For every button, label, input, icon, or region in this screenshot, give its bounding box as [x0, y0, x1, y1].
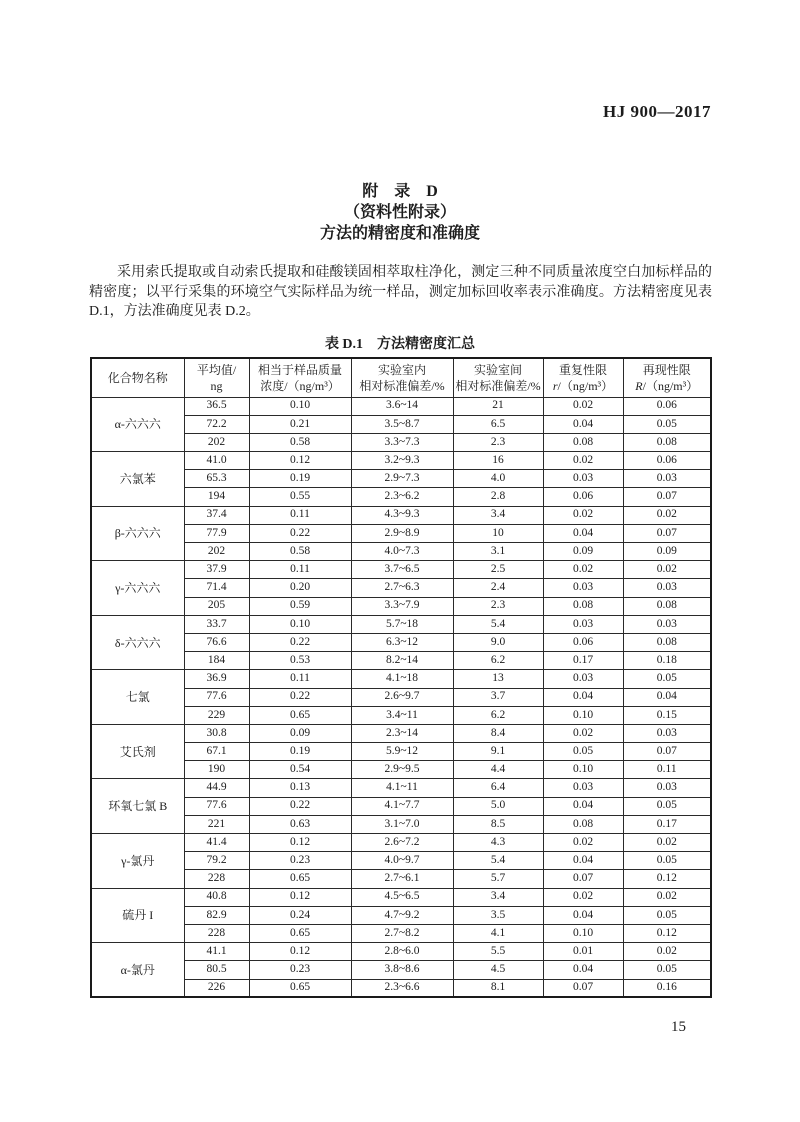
value-cell: 0.08: [623, 597, 711, 615]
value-cell: 0.19: [249, 470, 351, 488]
column-header: 化合物名称: [91, 358, 184, 397]
value-cell: 190: [184, 761, 249, 779]
value-cell: 2.8~6.0: [351, 943, 453, 961]
value-cell: 0.12: [249, 452, 351, 470]
value-cell: 0.06: [623, 397, 711, 415]
value-cell: 0.21: [249, 415, 351, 433]
value-cell: 0.17: [623, 815, 711, 833]
value-cell: 4.4: [453, 761, 543, 779]
table-body: [91, 397, 711, 997]
value-cell: 0.05: [623, 797, 711, 815]
value-cell: 0.55: [249, 488, 351, 506]
value-cell: 6.2: [453, 706, 543, 724]
value-cell: 76.6: [184, 633, 249, 651]
value-cell: 2.3~6.2: [351, 488, 453, 506]
value-cell: 3.5: [453, 906, 543, 924]
value-cell: 0.08: [623, 433, 711, 451]
value-cell: 71.4: [184, 579, 249, 597]
value-cell: 0.03: [623, 615, 711, 633]
value-cell: 3.7~6.5: [351, 561, 453, 579]
value-cell: 5.4: [453, 615, 543, 633]
value-cell: 0.04: [543, 961, 623, 979]
value-cell: 0.01: [543, 943, 623, 961]
value-cell: 77.6: [184, 797, 249, 815]
value-cell: 2.5: [453, 561, 543, 579]
value-cell: 202: [184, 543, 249, 561]
value-cell: 0.06: [543, 633, 623, 651]
value-cell: 3.4~11: [351, 706, 453, 724]
value-cell: 228: [184, 870, 249, 888]
value-cell: 0.04: [543, 524, 623, 542]
value-cell: 37.9: [184, 561, 249, 579]
value-cell: 0.09: [623, 543, 711, 561]
value-cell: 0.03: [543, 470, 623, 488]
value-cell: 30.8: [184, 724, 249, 742]
value-cell: 0.04: [543, 852, 623, 870]
table-row: [91, 724, 711, 742]
value-cell: 2.9~7.3: [351, 470, 453, 488]
value-cell: 0.05: [623, 961, 711, 979]
value-cell: 0.59: [249, 597, 351, 615]
value-cell: 0.02: [623, 506, 711, 524]
appendix-heading: 方法的精密度和准确度: [319, 225, 480, 242]
value-cell: 184: [184, 652, 249, 670]
value-cell: 41.1: [184, 943, 249, 961]
value-cell: 8.5: [453, 815, 543, 833]
value-cell: 4.5: [453, 961, 543, 979]
table-row: [91, 688, 711, 706]
appendix-subtitle: （资料性附录）: [343, 204, 456, 221]
compound-name-cell: 硫丹 I: [91, 888, 184, 943]
table-row: [91, 834, 711, 852]
table-row: [91, 652, 711, 670]
value-cell: 41.0: [184, 452, 249, 470]
value-cell: 36.5: [184, 397, 249, 415]
compound-name-cell: γ-六六六: [91, 561, 184, 616]
value-cell: 0.53: [249, 652, 351, 670]
value-cell: 41.4: [184, 834, 249, 852]
value-cell: 2.3~6.6: [351, 979, 453, 997]
table-row: [91, 924, 711, 942]
value-cell: 3.1: [453, 543, 543, 561]
value-cell: 37.4: [184, 506, 249, 524]
table-row: [91, 670, 711, 688]
value-cell: 3.8~8.6: [351, 961, 453, 979]
table-row: [91, 943, 711, 961]
value-cell: 5.7~18: [351, 615, 453, 633]
value-cell: 226: [184, 979, 249, 997]
table-row: [91, 797, 711, 815]
value-cell: 0.08: [543, 433, 623, 451]
value-cell: 4.3~9.3: [351, 506, 453, 524]
value-cell: 0.12: [249, 943, 351, 961]
value-cell: 5.5: [453, 943, 543, 961]
value-cell: 2.6~7.2: [351, 834, 453, 852]
value-cell: 0.04: [543, 797, 623, 815]
value-cell: 6.3~12: [351, 633, 453, 651]
value-cell: 0.08: [623, 633, 711, 651]
value-cell: 229: [184, 706, 249, 724]
value-cell: 0.03: [623, 470, 711, 488]
value-cell: 0.65: [249, 706, 351, 724]
table-row: [91, 961, 711, 979]
table-row: [91, 979, 711, 997]
value-cell: 0.07: [543, 870, 623, 888]
value-cell: 5.7: [453, 870, 543, 888]
value-cell: 0.17: [543, 652, 623, 670]
value-cell: 0.58: [249, 433, 351, 451]
compound-name-cell: 环氧七氯 B: [91, 779, 184, 834]
column-header: 平均值/ ng: [184, 358, 249, 397]
value-cell: 80.5: [184, 961, 249, 979]
table-row: [91, 815, 711, 833]
value-cell: 77.6: [184, 688, 249, 706]
table-row: [91, 524, 711, 542]
value-cell: 0.10: [249, 397, 351, 415]
table-row: [91, 397, 711, 415]
value-cell: 0.18: [623, 652, 711, 670]
value-cell: 0.11: [623, 761, 711, 779]
value-cell: 0.22: [249, 524, 351, 542]
value-cell: 0.08: [543, 597, 623, 615]
column-header: 实验室间 相对标准偏差/%: [453, 358, 543, 397]
value-cell: 0.07: [623, 488, 711, 506]
value-cell: 0.02: [623, 943, 711, 961]
value-cell: 2.9~8.9: [351, 524, 453, 542]
value-cell: 0.63: [249, 815, 351, 833]
value-cell: 4.1~11: [351, 779, 453, 797]
value-cell: 0.02: [543, 834, 623, 852]
value-cell: 3.3~7.9: [351, 597, 453, 615]
value-cell: 3.3~7.3: [351, 433, 453, 451]
value-cell: 0.15: [623, 706, 711, 724]
compound-name-cell: 七氯: [91, 670, 184, 725]
table-row: [91, 415, 711, 433]
value-cell: 0.03: [623, 779, 711, 797]
table-row: [91, 543, 711, 561]
value-cell: 0.11: [249, 506, 351, 524]
value-cell: 0.19: [249, 743, 351, 761]
value-cell: 0.16: [623, 979, 711, 997]
value-cell: 6.5: [453, 415, 543, 433]
value-cell: 79.2: [184, 852, 249, 870]
value-cell: 0.65: [249, 924, 351, 942]
table-row: [91, 633, 711, 651]
value-cell: 0.11: [249, 561, 351, 579]
value-cell: 3.7: [453, 688, 543, 706]
compound-name-cell: β-六六六: [91, 506, 184, 561]
value-cell: 5.4: [453, 852, 543, 870]
value-cell: 0.08: [543, 815, 623, 833]
value-cell: 5.0: [453, 797, 543, 815]
value-cell: 8.2~14: [351, 652, 453, 670]
precision-table: [90, 357, 712, 998]
value-cell: 202: [184, 433, 249, 451]
value-cell: 0.22: [249, 688, 351, 706]
value-cell: 0.02: [543, 724, 623, 742]
value-cell: 3.6~14: [351, 397, 453, 415]
value-cell: 0.13: [249, 779, 351, 797]
table-caption: 表 D.1 方法精密度汇总: [324, 337, 476, 352]
value-cell: 0.09: [543, 543, 623, 561]
value-cell: 0.03: [623, 724, 711, 742]
value-cell: 0.58: [249, 543, 351, 561]
value-cell: 4.3: [453, 834, 543, 852]
value-cell: 4.1~18: [351, 670, 453, 688]
value-cell: 221: [184, 815, 249, 833]
value-cell: 2.6~9.7: [351, 688, 453, 706]
value-cell: 0.05: [623, 852, 711, 870]
value-cell: 77.9: [184, 524, 249, 542]
value-cell: 65.3: [184, 470, 249, 488]
value-cell: 72.2: [184, 415, 249, 433]
value-cell: 4.5~6.5: [351, 888, 453, 906]
value-cell: 0.10: [543, 761, 623, 779]
intro-paragraph: 采用索氏提取或自动索氏提取和硅酸镁固相萃取柱净化，测定三种不同质量浓度空白加标样品的精密度；以平行采集的环境空气实际样品为统一样品，测定加标回收率表示准确度。方法精密度见表 D.1，方法准确度见表 D.2。: [89, 265, 712, 319]
value-cell: 40.8: [184, 888, 249, 906]
appendix-title-block: [0, 181, 800, 244]
value-cell: 0.10: [249, 615, 351, 633]
value-cell: 0.07: [543, 979, 623, 997]
value-cell: 0.09: [249, 724, 351, 742]
table-row: [91, 433, 711, 451]
value-cell: 4.1: [453, 924, 543, 942]
table-row: [91, 597, 711, 615]
value-cell: 0.02: [543, 561, 623, 579]
value-cell: 0.65: [249, 870, 351, 888]
value-cell: 8.1: [453, 979, 543, 997]
value-cell: 0.02: [543, 397, 623, 415]
value-cell: 2.7~8.2: [351, 924, 453, 942]
table-row: [91, 470, 711, 488]
value-cell: 0.07: [623, 524, 711, 542]
table-head-row: [91, 358, 711, 397]
value-cell: 3.4: [453, 888, 543, 906]
value-cell: 0.12: [623, 924, 711, 942]
compound-name-cell: 六氯苯: [91, 452, 184, 507]
value-cell: 205: [184, 597, 249, 615]
value-cell: 82.9: [184, 906, 249, 924]
value-cell: 9.0: [453, 633, 543, 651]
value-cell: 0.65: [249, 979, 351, 997]
table-row: [91, 852, 711, 870]
value-cell: 0.06: [623, 452, 711, 470]
value-cell: 0.04: [543, 688, 623, 706]
compound-name-cell: 艾氏剂: [91, 724, 184, 779]
value-cell: 2.3: [453, 597, 543, 615]
value-cell: 3.4: [453, 506, 543, 524]
value-cell: 0.04: [543, 415, 623, 433]
value-cell: 2.8: [453, 488, 543, 506]
column-header: 重复性限 r/（ng/m³）: [543, 358, 623, 397]
value-cell: 0.03: [543, 670, 623, 688]
table-row: [91, 452, 711, 470]
value-cell: 0.02: [543, 452, 623, 470]
value-cell: 0.12: [249, 888, 351, 906]
value-cell: 0.02: [623, 834, 711, 852]
value-cell: 0.04: [623, 688, 711, 706]
value-cell: 3.5~8.7: [351, 415, 453, 433]
value-cell: 2.3~14: [351, 724, 453, 742]
column-header: 实验室内 相对标准偏差/%: [351, 358, 453, 397]
value-cell: 0.23: [249, 961, 351, 979]
compound-name-cell: γ-氯丹: [91, 834, 184, 889]
value-cell: 3.2~9.3: [351, 452, 453, 470]
value-cell: 6.2: [453, 652, 543, 670]
value-cell: 3.1~7.0: [351, 815, 453, 833]
compound-name-cell: δ-六六六: [91, 615, 184, 670]
value-cell: 0.12: [249, 834, 351, 852]
value-cell: 0.07: [623, 743, 711, 761]
table-row: [91, 488, 711, 506]
table-row: [91, 615, 711, 633]
value-cell: 0.10: [543, 924, 623, 942]
value-cell: 0.05: [543, 743, 623, 761]
value-cell: 4.1~7.7: [351, 797, 453, 815]
value-cell: 0.02: [543, 888, 623, 906]
table-row: [91, 579, 711, 597]
value-cell: 21: [453, 397, 543, 415]
value-cell: 9.1: [453, 743, 543, 761]
value-cell: 0.02: [543, 506, 623, 524]
appendix-title: 附 录 D: [362, 183, 438, 200]
value-cell: 194: [184, 488, 249, 506]
value-cell: 0.03: [623, 579, 711, 597]
value-cell: 0.20: [249, 579, 351, 597]
value-cell: 0.23: [249, 852, 351, 870]
table-row: [91, 506, 711, 524]
value-cell: 0.05: [623, 670, 711, 688]
compound-name-cell: α-六六六: [91, 397, 184, 452]
standard-number: HJ 900—2017: [603, 102, 711, 121]
value-cell: 8.4: [453, 724, 543, 742]
value-cell: 2.3: [453, 433, 543, 451]
value-cell: 2.7~6.3: [351, 579, 453, 597]
value-cell: 10: [453, 524, 543, 542]
value-cell: 33.7: [184, 615, 249, 633]
value-cell: 2.4: [453, 579, 543, 597]
value-cell: 0.03: [543, 615, 623, 633]
value-cell: 0.22: [249, 633, 351, 651]
value-cell: 0.12: [623, 870, 711, 888]
page-number: 15: [671, 1019, 686, 1035]
table-row: [91, 906, 711, 924]
value-cell: 44.9: [184, 779, 249, 797]
table-row: [91, 761, 711, 779]
value-cell: 4.0: [453, 470, 543, 488]
value-cell: 228: [184, 924, 249, 942]
table-row: [91, 706, 711, 724]
value-cell: 0.10: [543, 706, 623, 724]
column-header: 相当于样品质量 浓度/（ng/m³）: [249, 358, 351, 397]
table-row: [91, 561, 711, 579]
value-cell: 2.7~6.1: [351, 870, 453, 888]
value-cell: 0.05: [623, 415, 711, 433]
value-cell: 2.9~9.5: [351, 761, 453, 779]
value-cell: 13: [453, 670, 543, 688]
value-cell: 0.24: [249, 906, 351, 924]
value-cell: 0.03: [543, 579, 623, 597]
table-row: [91, 870, 711, 888]
value-cell: 0.04: [543, 906, 623, 924]
value-cell: 0.03: [543, 779, 623, 797]
value-cell: 0.54: [249, 761, 351, 779]
value-cell: 0.05: [623, 906, 711, 924]
value-cell: 4.0~9.7: [351, 852, 453, 870]
column-header: 再现性限 R/（ng/m³）: [623, 358, 711, 397]
value-cell: 0.02: [623, 888, 711, 906]
value-cell: 0.02: [623, 561, 711, 579]
value-cell: 16: [453, 452, 543, 470]
value-cell: 0.22: [249, 797, 351, 815]
value-cell: 5.9~12: [351, 743, 453, 761]
value-cell: 0.06: [543, 488, 623, 506]
value-cell: 0.11: [249, 670, 351, 688]
compound-name-cell: α-氯丹: [91, 943, 184, 998]
value-cell: 36.9: [184, 670, 249, 688]
value-cell: 67.1: [184, 743, 249, 761]
table-row: [91, 779, 711, 797]
value-cell: 6.4: [453, 779, 543, 797]
table-row: [91, 888, 711, 906]
value-cell: 4.0~7.3: [351, 543, 453, 561]
table-row: [91, 743, 711, 761]
value-cell: 4.7~9.2: [351, 906, 453, 924]
